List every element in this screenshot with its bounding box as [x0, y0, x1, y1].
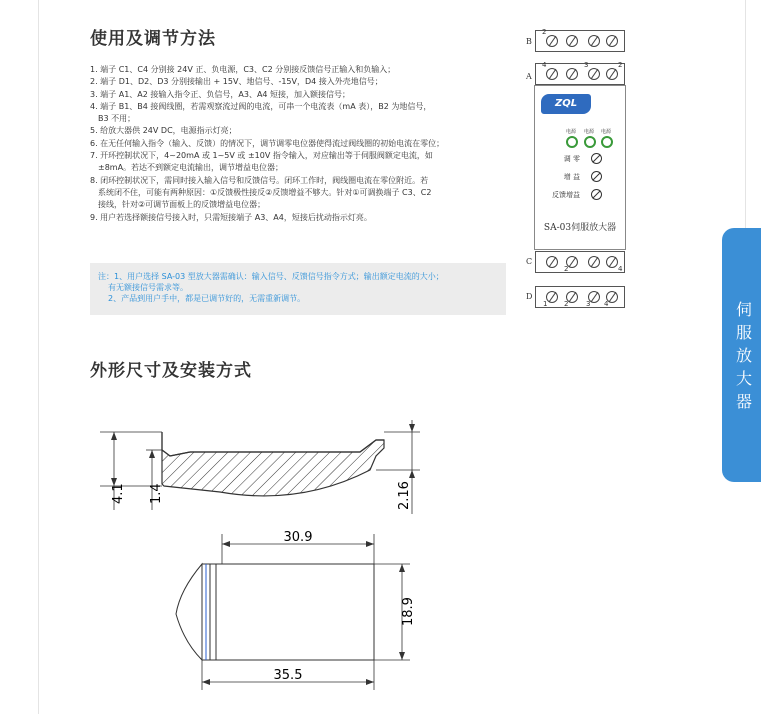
terminal-block-a — [535, 63, 625, 85]
screw-terminal-icon — [588, 68, 600, 80]
terminal-number: 4 — [604, 300, 609, 308]
note-line: 有无额接信号需求等。 — [108, 283, 188, 292]
terminal-number: 2 — [542, 28, 547, 36]
control-label-feedback-gain: 反馈增益 — [552, 191, 580, 199]
instruction-list — [90, 64, 510, 224]
screw-terminal-icon — [546, 35, 558, 47]
instruction-item: 接线，针对②可调节面板上的反馈增益电位器； — [98, 200, 266, 210]
power-led-icon — [601, 136, 613, 148]
instruction-item: B3 不用； — [98, 114, 136, 124]
left-margin-rule — [38, 0, 39, 714]
terminal-number: 2 — [564, 265, 569, 273]
note-line: 注：1、用户选择 SA-03 型放大器需确认：输入信号、反馈信号指令方式；输出额定电流的大小； — [98, 272, 444, 281]
screw-terminal-icon — [546, 291, 558, 303]
terminal-number: 3 — [586, 300, 591, 308]
terminal-number: 2 — [564, 300, 569, 308]
dim-label: 4.1 — [111, 483, 126, 504]
module-outline — [202, 564, 374, 660]
row-label-a: A — [526, 72, 532, 81]
power-led-icon — [566, 136, 578, 148]
instruction-item: 9. 用户若选择额接信号接入时，只需短接端子 A3、A4，短接后扰动指示灯亮。 — [90, 212, 372, 222]
screw-terminal-icon — [588, 35, 600, 47]
screw-terminal-icon — [606, 256, 618, 268]
terminal-block-c — [535, 251, 625, 273]
screw-terminal-icon — [546, 68, 558, 80]
instruction-item: 系统闭不住，可能有两种原因：①反馈极性接反②反馈增益不够大。针对①可调换端子 C3、C2 — [98, 187, 432, 197]
side-profile-drawing — [100, 410, 430, 520]
screw-terminal-icon — [606, 68, 618, 80]
control-label-gain: 增 益 — [563, 173, 580, 181]
screw-terminal-icon — [606, 35, 618, 47]
model-label: SA-03伺服放大器 — [543, 223, 617, 233]
row-label-d: D — [526, 292, 533, 301]
section-title-usage: 使用及调节方法 — [90, 29, 216, 49]
instruction-item: 5. 给放大器供 24V DC，电源指示灯亮； — [90, 126, 237, 136]
led-label: 电源 — [566, 129, 577, 135]
screw-terminal-icon — [546, 256, 558, 268]
instruction-item: 1. 端子 C1、C4 分别接 24V 正、负电源，C3、C2 分别接反馈信号正输入和负输入； — [90, 65, 396, 74]
instruction-item: 6. 在无任何输入指令（输入、反馈）的情况下，调节调零电位器使得流过阀线圈的初始电流在零位； — [90, 138, 445, 148]
terminal-block-d — [535, 286, 625, 308]
power-led-icon — [584, 136, 596, 148]
dim-label: 30.9 — [283, 530, 313, 545]
potentiometer-icon — [591, 171, 602, 182]
instruction-item: ±8mA。若达不到额定电流输出，调节增益电位器； — [98, 163, 284, 173]
led-label: 电源 — [601, 129, 612, 135]
instruction-item: 7. 开环控制状况下，4~20mA 或 1~5V 或 ±10V 指令输入，对应输出等于伺服阀额定电流，如 — [90, 151, 433, 161]
note-box — [90, 263, 506, 315]
row-label-b: B — [526, 37, 532, 46]
led-label: 电源 — [584, 129, 595, 135]
control-label-zero: 调 零 — [563, 155, 580, 163]
instruction-item: 3. 端子 A1、A2 接输入指令正、负信号，A3、A4 短接，加入额接信号； — [90, 89, 351, 99]
potentiometer-icon — [591, 189, 602, 200]
side-tab-label: 伺服放大器 — [735, 300, 752, 411]
terminal-number: 2 — [618, 61, 623, 69]
note-line: 2、产品到用户手中，都是已调节好的，无需重新调节。 — [108, 294, 306, 303]
screw-terminal-icon — [588, 256, 600, 268]
dim-label: 35.5 — [273, 668, 303, 683]
terminal-number: 1 — [543, 300, 548, 308]
dim-label: 1.4 — [149, 483, 164, 504]
instruction-item: 2. 端子 D1、D2、D3 分别接输出 + 15V、地信号、-15V，D4 接入外壳地信号； — [90, 77, 383, 87]
terminal-block-b — [535, 30, 625, 52]
screw-terminal-icon — [566, 35, 578, 47]
terminal-number: 4 — [542, 61, 547, 69]
top-view-drawing — [160, 530, 430, 700]
dim-label: 18.9 — [401, 597, 416, 626]
screw-terminal-icon — [566, 68, 578, 80]
rail-profile-shape — [162, 432, 384, 496]
instruction-item: 4. 端子 B1、B4 接阀线圈，若需观察流过阀的电流，可串一个电流表（mA 表），B2 为地信号， — [90, 101, 432, 111]
dim-label: 2.16 — [397, 481, 412, 510]
section-title-dimensions: 外形尺寸及安装方式 — [90, 361, 252, 381]
row-label-c: C — [526, 257, 533, 266]
instruction-item: 8. 闭环控制状况下，需同时接入输入信号和反馈信号。闭环工作时，阀线圈电流在零位附近。若 — [90, 175, 429, 185]
terminal-number: 4 — [618, 265, 623, 273]
potentiometer-icon — [591, 153, 602, 164]
right-margin-rule — [745, 0, 746, 230]
terminal-number: 3 — [584, 61, 589, 69]
brand-logo: ZQL — [541, 94, 591, 114]
